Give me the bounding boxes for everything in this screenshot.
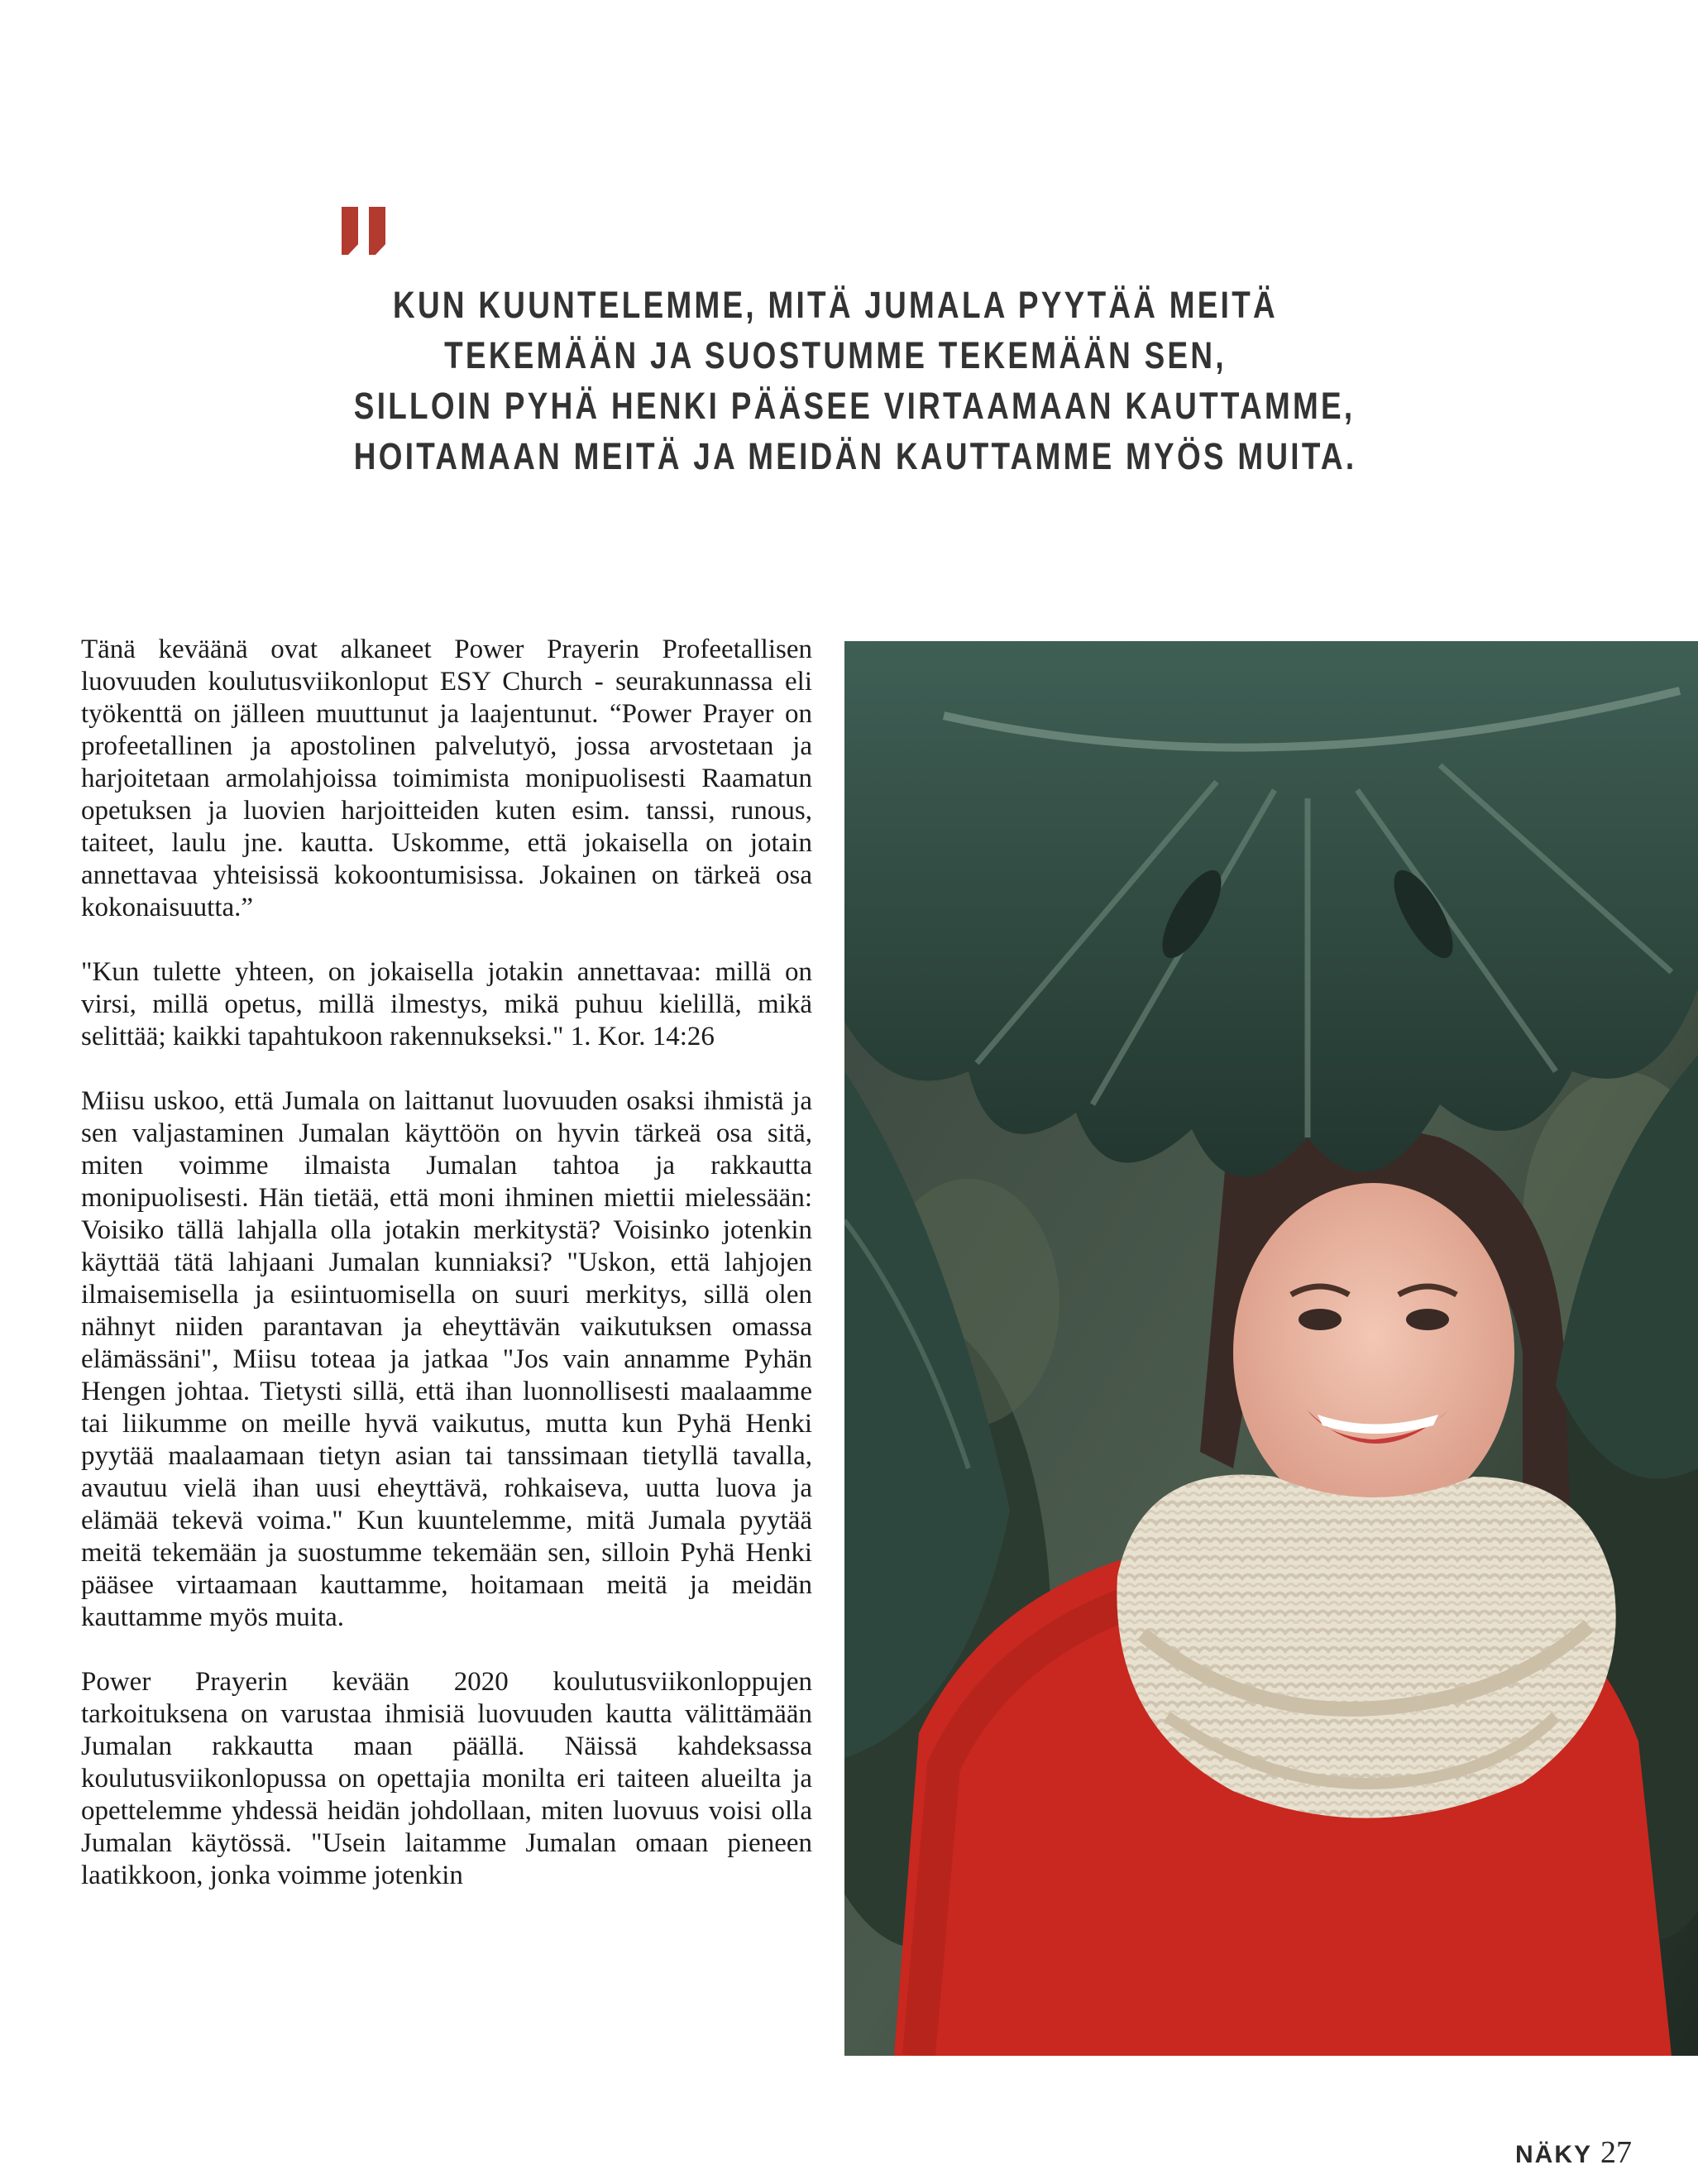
quote-mark-icon — [342, 207, 388, 255]
portrait-illustration — [844, 641, 1698, 2056]
pull-quote — [353, 280, 1357, 481]
pull-quote-line: KUN KUUNTELEMME, MITÄ JUMALA PYYTÄÄ MEITÄ — [393, 284, 1278, 326]
article-body — [81, 634, 812, 1924]
page-number: 27 — [1600, 2135, 1632, 2170]
pull-quote-line: SILLOIN PYHÄ HENKI PÄÄSEE VIRTAAMAAN KAUTTAMME, — [353, 385, 1356, 427]
portrait-photo — [844, 641, 1698, 2056]
magazine-name: NÄKY — [1514, 2141, 1592, 2168]
article-paragraph: Tänä keväänä ovat alkaneet Power Prayerin Profeetallisen luovuuden koulutusviikonloput ESY Church - seurakunnassa eli työkenttä on jälleen muuttunut ja laajentunut. “Power Prayer on profeetallinen ja apostolinen palvelutyö, jossa arvostetaan ja harjoitetaan armolahjoissa toimimista monipuolisesti Raamatun opetuksen ja luovien harjoitteiden kuten esim. tanssi, runous, taiteet, laulu jne. kautta. Uskomme, että jokaisella on jotain annettavaa yhteisissä kokoontumisissa. Jokainen on tärkeä osa kokonaisuutta.” — [81, 635, 812, 922]
article-paragraph: Miisu uskoo, että Jumala on laittanut luovuuden osaksi ihmistä ja sen valjastaminen Jumalan käyttöön on hyvin tärkeä osa sitä, miten voimme ilmaista Jumalan tahtoa ja rakkautta monipuolisesti. Hän tietää, että moni ihminen miettii mielessään: Voisiko tällä lahjalla olla jotakin merkitystä? Voisinko jotenkin käyttää tätä lahjaani Jumalan kunniaksi? "Uskon, että lahjojen ilmaisemisella ja esiintuomisella on suuri merkitys, sillä olen nähnyt niiden parantavan ja eheyttävän vaikutuksen omassa elämässäni", Miisu toteaa ja jatkaa "Jos vain annamme Pyhän Hengen johtaa. Tietysti sillä, että ihan luonnollisesti maalaamme tai liikumme on meille hyvä vaikutus, mutta kun Pyhä Henki pyytää maalaamaan tietyn asian tai tanssimaan tietyllä tavalla, avautuu vielä ihan uusi eheyttävä, rohkaiseva, uutta luova ja elämää tekevä voima." Kun kuuntelemme, mitä Jumala pyytää meitä tekemään ja suostumme tekemään sen, silloin Pyhä Henki pääsee virtaamaan kauttamme, hoitamaan meitä ja meidän kauttamme myös muita. — [81, 1086, 812, 1632]
article-paragraph: Power Prayerin kevään 2020 koulutusviikonloppujen tarkoituksena on varustaa ihmisiä luovuuden kautta välittämään Jumalan rakkautta maan päällä. Näissä kahdeksassa koulutusviikonlopussa on opettajia monilta eri taiteen alueilta ja opettelemme yhdessä heidän johdollaan, miten luovuus voisi olla Jumalan käytössä. "Usein laitamme Jumalan omaan pieneen laatikkoon, jonka voimme jotenkin — [81, 1667, 812, 1890]
article-paragraph: "Kun tulette yhteen, on jokaisella jotakin annettavaa: millä on virsi, millä opetus, millä ilmestys, mikä puhuu kielillä, mikä selittää; kaikki tapahtukoon rakennukseksi." 1. Kor. 14:26 — [81, 957, 812, 1051]
pull-quote-line: TEKEMÄÄN JA SUOSTUMME TEKEMÄÄN SEN, — [444, 334, 1227, 376]
pull-quote-line: HOITAMAAN MEITÄ JA MEIDÄN KAUTTAMME MYÖS MUITA. — [353, 435, 1357, 477]
page-footer — [1515, 2134, 1632, 2172]
